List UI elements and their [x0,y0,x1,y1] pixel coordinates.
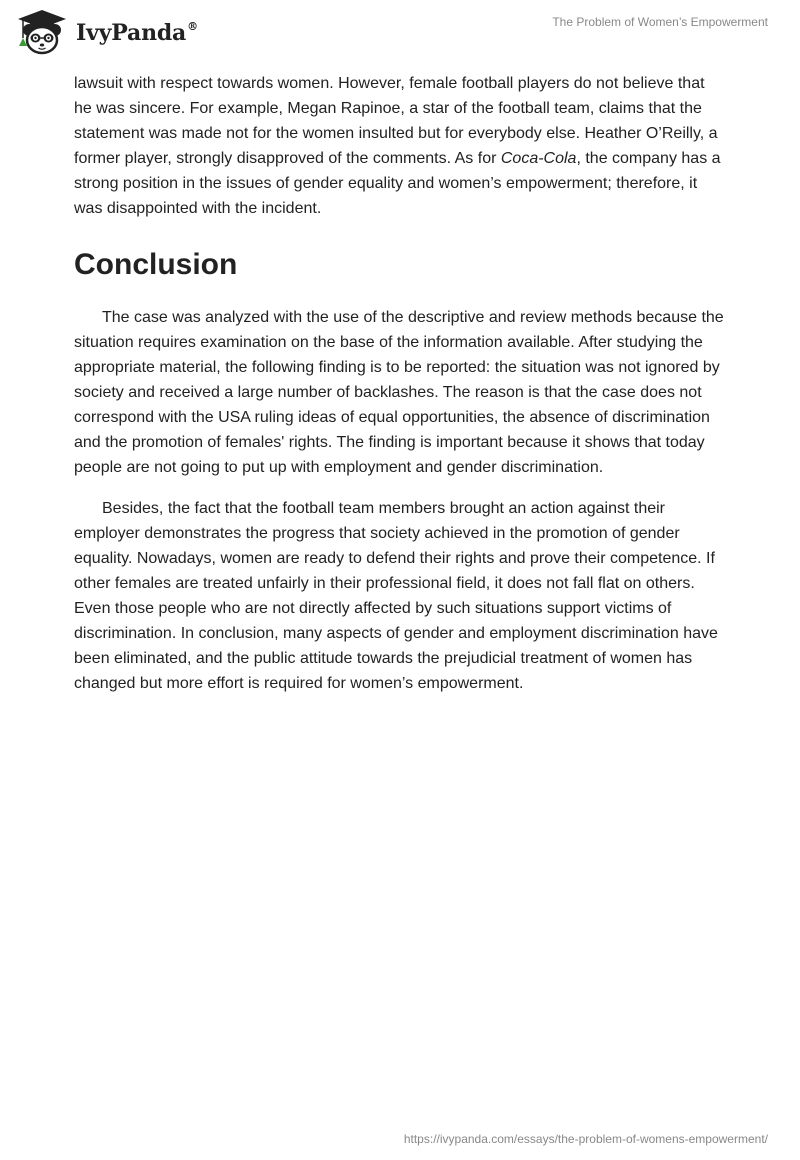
ivypanda-logo[interactable] [14,8,198,56]
brand-name: IvyPanda® [76,19,198,46]
company-name-emphasis: Coca-Cola [500,150,577,167]
source-url-link[interactable]: https://ivypanda.com/essays/the-problem-of-womens-empowerment/ [403,1132,768,1146]
body-paragraph: Besides, the fact that the football team members brought an action against their employer demonstrates the progress that society achieved in the promotion of gender equality. Nowadays, women are ready to defend their rights and prove their competence. If other females are treated unfairly in their professional field, it does not fall flat on others. Even those people who are not directly affected by such situations support victims of discrimination. In conclusion, many aspects of gender and employment discrimination have been eliminated, and the public attitude towards the prejudicial treatment of women has changed but more effort is required for women’s empowerment. [74,500,718,692]
essay-content [74,71,726,696]
page-header [0,0,800,64]
body-paragraph: lawsuit with respect towards women. However, female football players do not believe that he was sincere. For example, Megan Rapinoe, a star of the football team, claims that the statement was made not for the women insulted but for everybody else. Heather O’Reilly, a former player, strongly disapproved of the comments. As for Coca-Cola, the company has a strong position in the issues of gender equality and women’s empowerment; therefore, it was disappointed with the incident. [74,75,721,217]
body-paragraph: The case was analyzed with the use of the descriptive and review methods because the situation requires examination on the base of the information available. After studying the appropriate material, the following finding is to be reported: the situation was not ignored by society and received a large number of backlashes. The reason is that the case does not correspond with the USA ruling ideas of equal opportunities, the absence of discrimination and the promotion of females' rights. The finding is important because it shows that today people are not going to put up with employment and gender discrimination. [74,309,724,476]
panda-graduate-icon [14,8,70,56]
document-running-title: The Problem of Women’s Empowerment [552,15,768,29]
section-heading-conclusion: Conclusion [74,248,238,281]
registered-mark: ® [187,19,198,33]
